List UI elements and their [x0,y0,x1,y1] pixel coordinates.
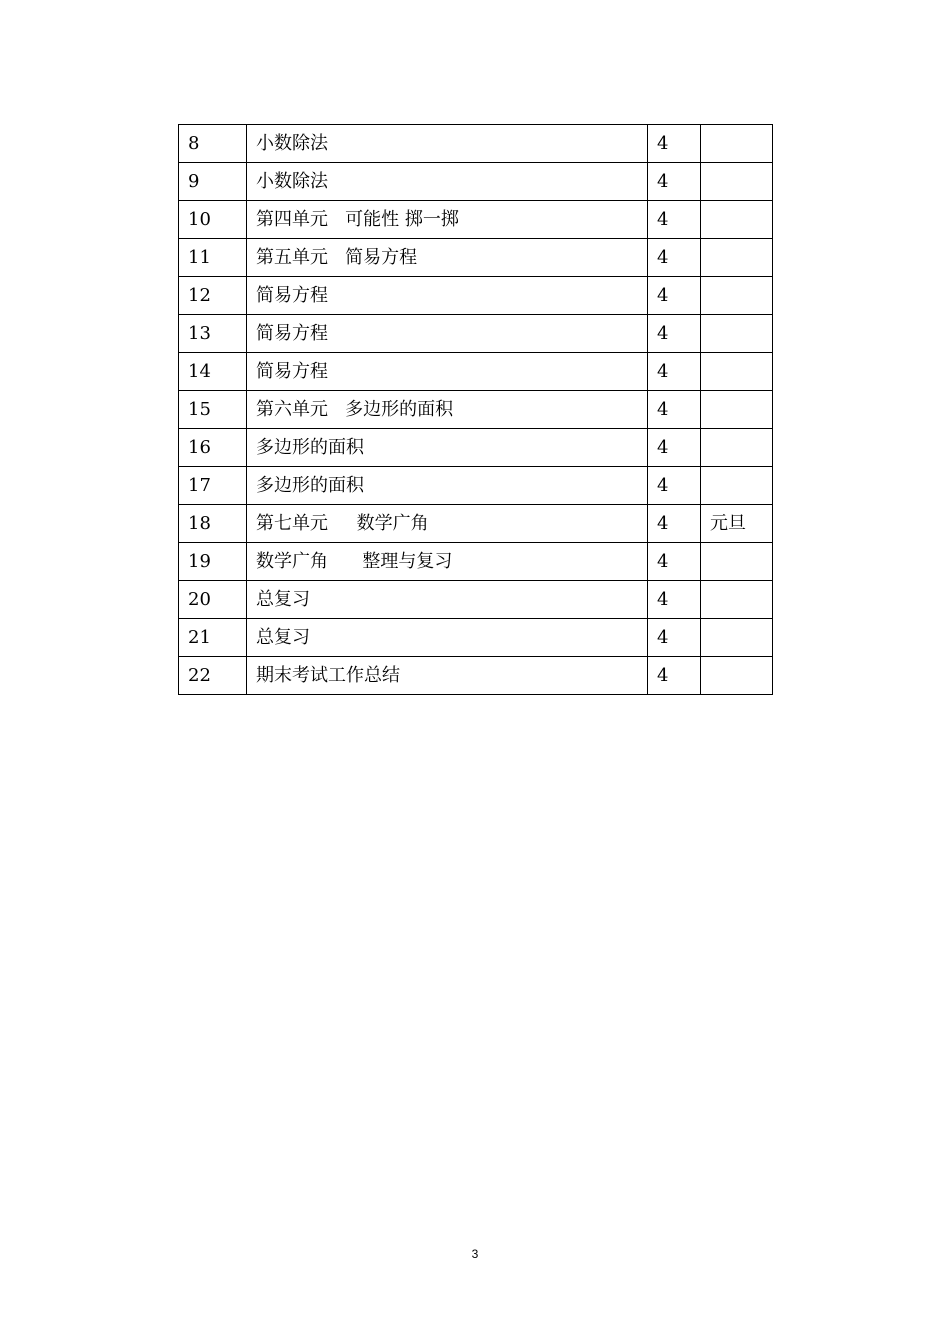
hours-cell: 4 [648,239,701,277]
hours-cell: 4 [648,581,701,619]
note-cell [701,125,773,163]
content-cell: 小数除法 [247,125,648,163]
table-row [179,353,773,391]
week-cell: 12 [179,277,247,315]
hours-cell: 4 [648,353,701,391]
content-cell: 简易方程 [247,277,648,315]
hours-cell: 4 [648,657,701,695]
table-row [179,505,773,543]
week-cell: 11 [179,239,247,277]
content-cell: 第六单元 多边形的面积 [247,391,648,429]
content-cell: 小数除法 [247,163,648,201]
week-cell: 8 [179,125,247,163]
note-cell [701,277,773,315]
hours-cell: 4 [648,505,701,543]
table-row [179,619,773,657]
note-cell [701,543,773,581]
note-cell [701,163,773,201]
table-row [179,201,773,239]
table-row [179,315,773,353]
hours-cell: 4 [648,467,701,505]
week-cell: 21 [179,619,247,657]
content-cell: 第七单元 数学广角 [247,505,648,543]
page-number: 3 [471,1247,479,1261]
hours-cell: 4 [648,201,701,239]
week-cell: 19 [179,543,247,581]
note-cell [701,619,773,657]
week-cell: 18 [179,505,247,543]
week-cell: 9 [179,163,247,201]
note-cell [701,315,773,353]
week-cell: 15 [179,391,247,429]
week-cell: 17 [179,467,247,505]
content-cell: 简易方程 [247,315,648,353]
content-cell: 第四单元 可能性 掷一掷 [247,201,648,239]
note-cell [701,201,773,239]
note-cell [701,657,773,695]
content-cell: 数学广角 整理与复习 [247,543,648,581]
hours-cell: 4 [648,391,701,429]
table-row [179,239,773,277]
content-cell: 第五单元 简易方程 [247,239,648,277]
note-cell [701,239,773,277]
table-row [179,277,773,315]
table-row [179,581,773,619]
content-cell: 期末考试工作总结 [247,657,648,695]
week-cell: 22 [179,657,247,695]
content-cell: 多边形的面积 [247,467,648,505]
hours-cell: 4 [648,315,701,353]
teaching-schedule-table [178,124,773,695]
week-cell: 20 [179,581,247,619]
week-cell: 16 [179,429,247,467]
hours-cell: 4 [648,163,701,201]
content-cell: 总复习 [247,619,648,657]
note-cell [701,429,773,467]
hours-cell: 4 [648,619,701,657]
table-row [179,391,773,429]
hours-cell: 4 [648,277,701,315]
week-cell: 10 [179,201,247,239]
table-row [179,467,773,505]
note-cell [701,581,773,619]
table-row [179,657,773,695]
hours-cell: 4 [648,543,701,581]
week-cell: 14 [179,353,247,391]
content-cell: 简易方程 [247,353,648,391]
content-cell: 总复习 [247,581,648,619]
note-cell [701,391,773,429]
table-row [179,163,773,201]
table-row [179,543,773,581]
table-row [179,125,773,163]
note-cell [701,467,773,505]
week-cell: 13 [179,315,247,353]
note-cell: 元旦 [701,505,773,543]
hours-cell: 4 [648,429,701,467]
content-cell: 多边形的面积 [247,429,648,467]
note-cell [701,353,773,391]
table-row [179,429,773,467]
hours-cell: 4 [648,125,701,163]
